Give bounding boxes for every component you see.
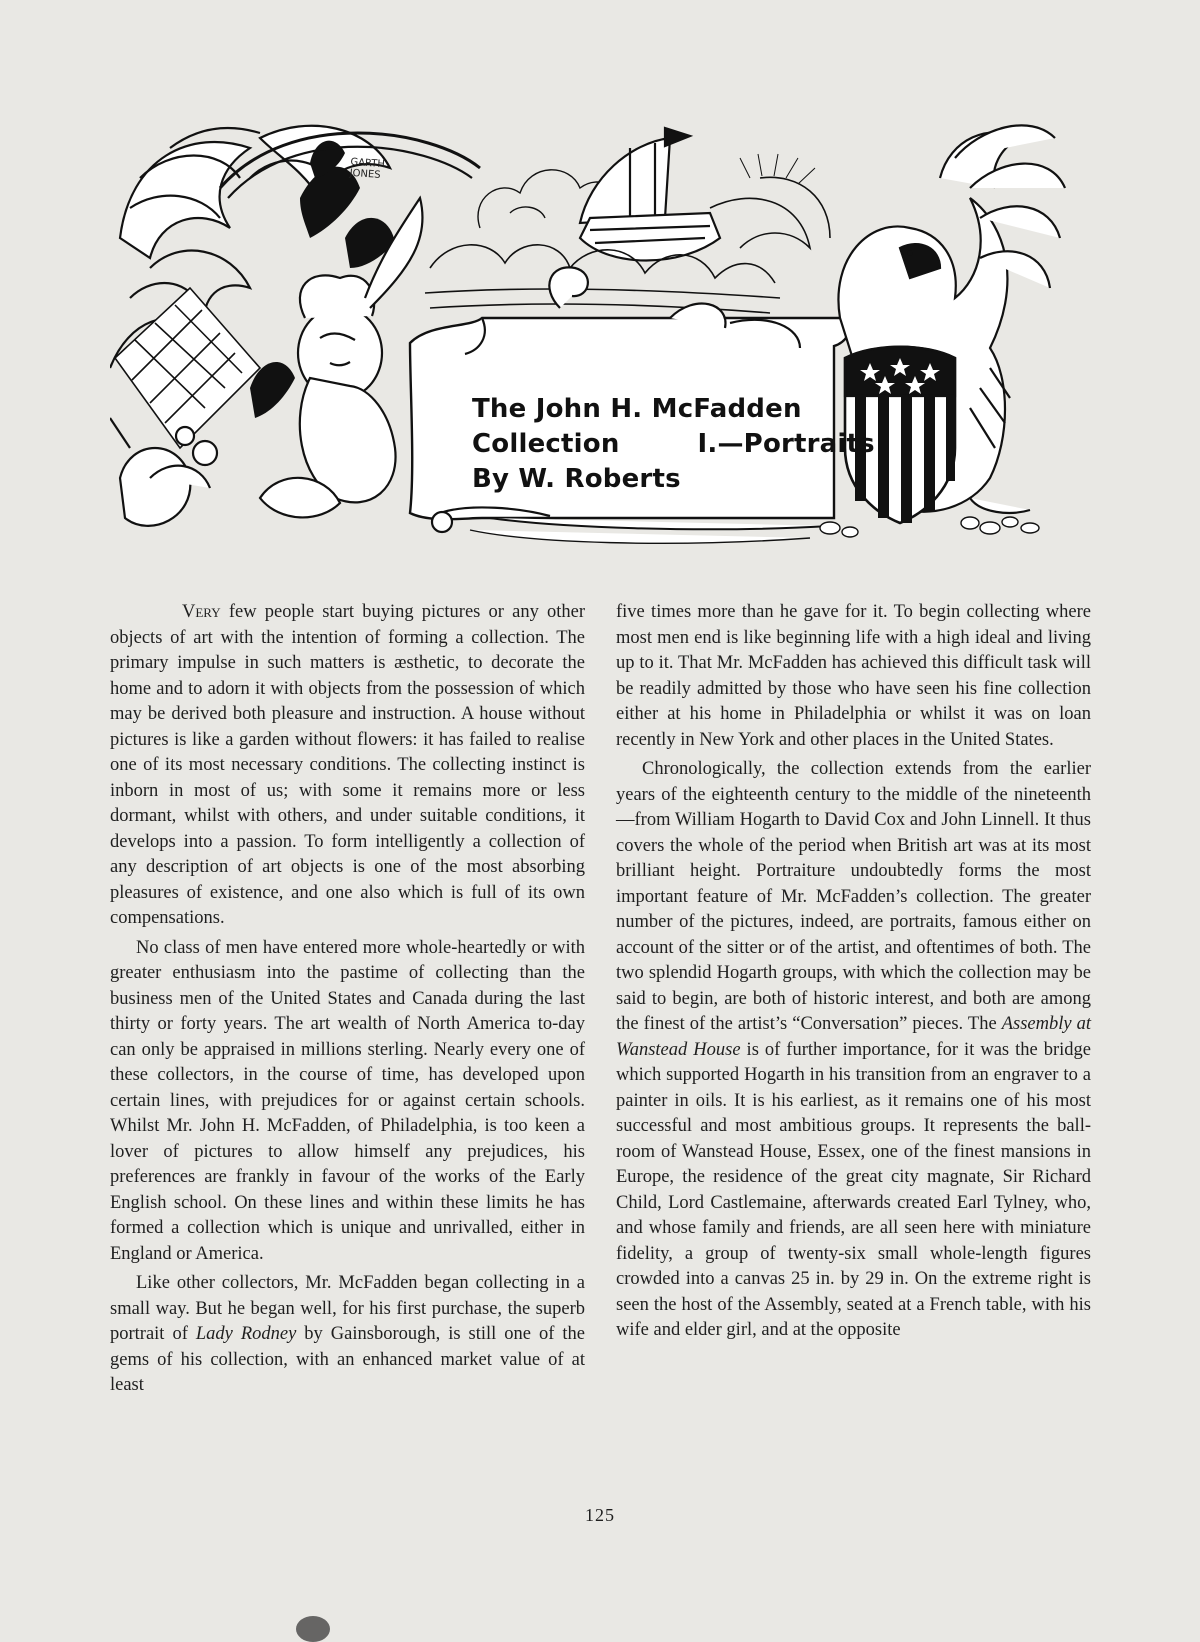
text-column-right bbox=[616, 600, 1091, 1344]
text-column-left bbox=[110, 600, 585, 1399]
pebbles-icon bbox=[820, 517, 1039, 537]
swan-icon bbox=[110, 418, 217, 526]
paragraph: Like other collectors, Mr. McFadden began collecting in a small way. But he began well, for his first purchase, the superb portrait of Lady Rodney by Gainsborough, is still one of the gems of his collection, with an enhanced market value of at least bbox=[110, 1273, 585, 1395]
paragraph: Chronologically, the collection extends from the earlier years of the eighteenth century to the middle of the nineteenth—from William Hogarth to David Cox and John Linnell. It thus covers the whole of the period when British art was at its most brilliant height. Portraiture undoubtedly forms the most important feature of Mr. McFadden’s collection. The greater number of the pictures, indeed, are portraits, famous either on account of the sitter or of the artist, and oftentimes of both. The two splendid Hogarth groups, with which the collection may be said to begin, are both of historic interest, and both are among the finest of the artist’s “Conversation” pieces. The Assembly at Wanstead House is of further importance, for it was the bridge which supported Hogarth in his transition from an engraver to a painter in oils. It is his earliest, as it remains one of his most successful and most ambitious groups. It represents the ball-room of Wanstead House, Essex, one of the finest mansions in Europe, the residence of the great city magnate, Sir Richard Child, Lord Castlemaine, afterwards created Earl Tylney, who, and whose family and friends, are all seen here with miniature fidelity, a group of twenty-six small whole-length figures crowded into a canvas 25 in. by 29 in. On the extreme right is seen the host of the Assembly, seated at a French table, with his wife and elder girl, and at the opposite bbox=[616, 759, 1091, 1340]
lattice-panel-icon bbox=[115, 288, 260, 448]
sun-rays-icon bbox=[740, 154, 815, 184]
ink-smudge bbox=[296, 1616, 330, 1642]
paragraph: five times more than he gave for it. To begin collecting where most men end is like beginning life with a high ideal and living up to it. That Mr. McFadden has achieved this difficult task will be readily admitted by those who have seen his fine collection either at his home in Philadelphia or whilst it was on loan recently in New York and other places in the United States. bbox=[616, 602, 1091, 750]
title-line-2: Collection I.—Portraits bbox=[472, 429, 875, 459]
ship-icon bbox=[580, 128, 720, 261]
article-title bbox=[472, 392, 875, 497]
cherub-icon bbox=[260, 198, 423, 517]
artist-signature: GARTH JONES bbox=[349, 156, 386, 181]
ornamental-header-illustration bbox=[110, 118, 1068, 570]
paragraph: No class of men have entered more whole-heartedly or with greater enthusiasm into the pastime of collecting than the business men of the United States and Canada during the last thirty or forty years. The art wealth of North America to-day can only be appraised in millions sterling. Nearly every one of these collectors, in the course of time, has developed upon certain lines, with prejudices for or against certain schools. Whilst Mr. John H. McFadden, of Philadelphia, is too keen a lover of pictures to allow himself any prejudices, his preferences are frankly in favour of the works of the Early English school. On these lines and within these limits he has formed a collection which is unique and unrivalled, either in England or America. bbox=[110, 937, 585, 1264]
page-number: 125 bbox=[585, 1505, 615, 1525]
author-byline: By W. Roberts bbox=[472, 464, 681, 494]
title-line-1: The John H. McFadden bbox=[472, 394, 802, 424]
paragraph: Very few people start buying pictures or any other objects of art with the intention of forming a collection. The primary impulse in such matters is æsthetic, to decorate the home and to adorn it with objects from the possession of which may be derived both pleasure and instruction. A house without pictures is like a garden without flowers: it has failed to realise one of its most necessary conditions. The collecting instinct is inborn in most of us; with some it remains more or less dormant, whilst with others, and under suitable conditions, it develops into a passion. To form intelligently a collection of any description of art objects is one of the most absorbing pleasures of existence, and one also which is full of its own compensations. bbox=[110, 602, 585, 928]
